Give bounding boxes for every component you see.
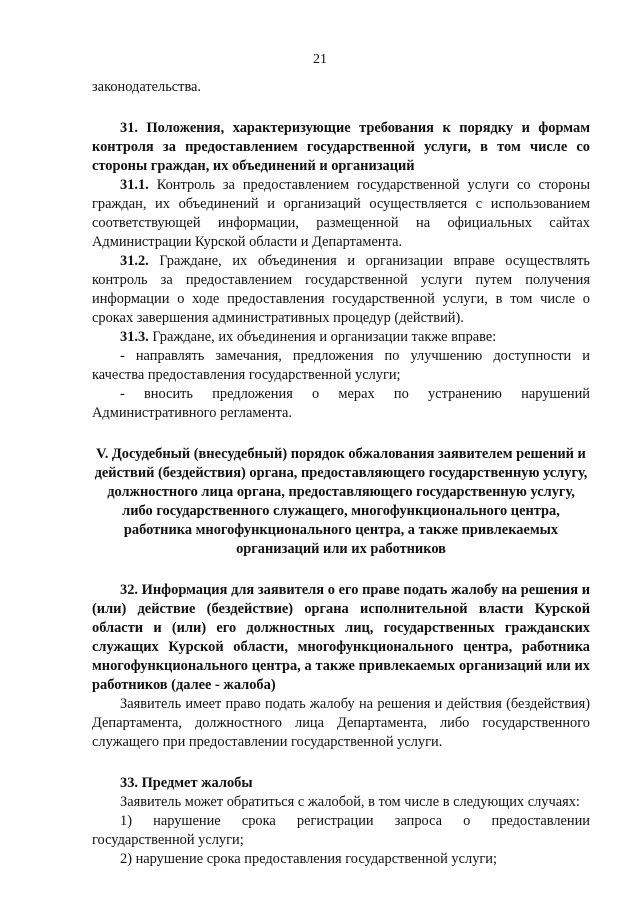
list-item-2: 2) нарушение срока предоставления государственной услуги; <box>120 851 497 867</box>
paragraph-text: Контроль за предоставлением государственной услуги со стороны граждан, их объединений и организаций осуществляется с использованием соответствующей информации, размещенной на официальных сайтах Администрации Курской области и Департамента. <box>92 177 590 250</box>
paragraph-31-3 <box>92 328 590 347</box>
paragraph-31-1 <box>92 176 590 252</box>
paragraph-text: Граждане, их объединения и организации также вправе: <box>152 329 497 345</box>
page-number: 21 <box>313 52 327 67</box>
heading-32: 32. Информация для заявителя о его праве подать жалобу на решения и (или) действие (бездействие) органа исполнительной власти Курской области и (или) его должностных лиц, государственных гражданских служащих Курской области, многофункционального центра, работника многофункционального центра, а также привлекаемых организаций или их работников (далее - жалоба) <box>92 582 590 693</box>
paragraph-continuation: законодательства. <box>92 79 202 95</box>
list-item-bullet-1: - направлять замечания, предложения по улучшению доступности и качества предоставления государственной услуги; <box>92 348 590 383</box>
paragraph-32: Заявитель имеет право подать жалобу на решения и действия (бездействия) Департамента, должностного лица Департамента, либо государственного служащего при предоставлении государственной услуги. <box>92 696 590 750</box>
paragraph-number: 31.1. <box>120 177 149 193</box>
list-item-1: 1) нарушение срока регистрации запроса о предоставлении государственной услуги; <box>92 813 590 848</box>
list-item-bullet-2: - вносить предложения о мерах по устранению нарушений Административного регламента. <box>92 386 590 421</box>
paragraph-31-2 <box>92 252 590 328</box>
paragraph-number: 31.3. <box>120 329 149 345</box>
heading-33: 33. Предмет жалобы <box>120 775 253 791</box>
heading-31: 31. Положения, характеризующие требования к порядку и формам контроля за предоставлением государственной услуги, в том числе со стороны граждан, их объединений и организаций <box>92 120 590 174</box>
paragraph-number: 31.2. <box>120 253 149 269</box>
paragraph-text: Граждане, их объединения и организации вправе осуществлять контроль за предоставлением государственной услуги путем получения информации о ходе предоставления государственной услуги, в том числе о сроках завершения административных процедур (действий). <box>92 253 590 326</box>
page-content <box>92 78 590 869</box>
section-v-heading: V. Досудебный (внесудебный) порядок обжалования заявителем решений и действий (бездействия) органа, предоставляющего государственную услугу, должностного лица органа, предоставляющего государственную услугу, либо государственного служащего, многофункционального центра, работника многофункционального центра, а также привлекаемых организаций или их работников <box>94 446 588 557</box>
paragraph-33: Заявитель может обратиться с жалобой, в том числе в следующих случаях: <box>120 794 580 810</box>
